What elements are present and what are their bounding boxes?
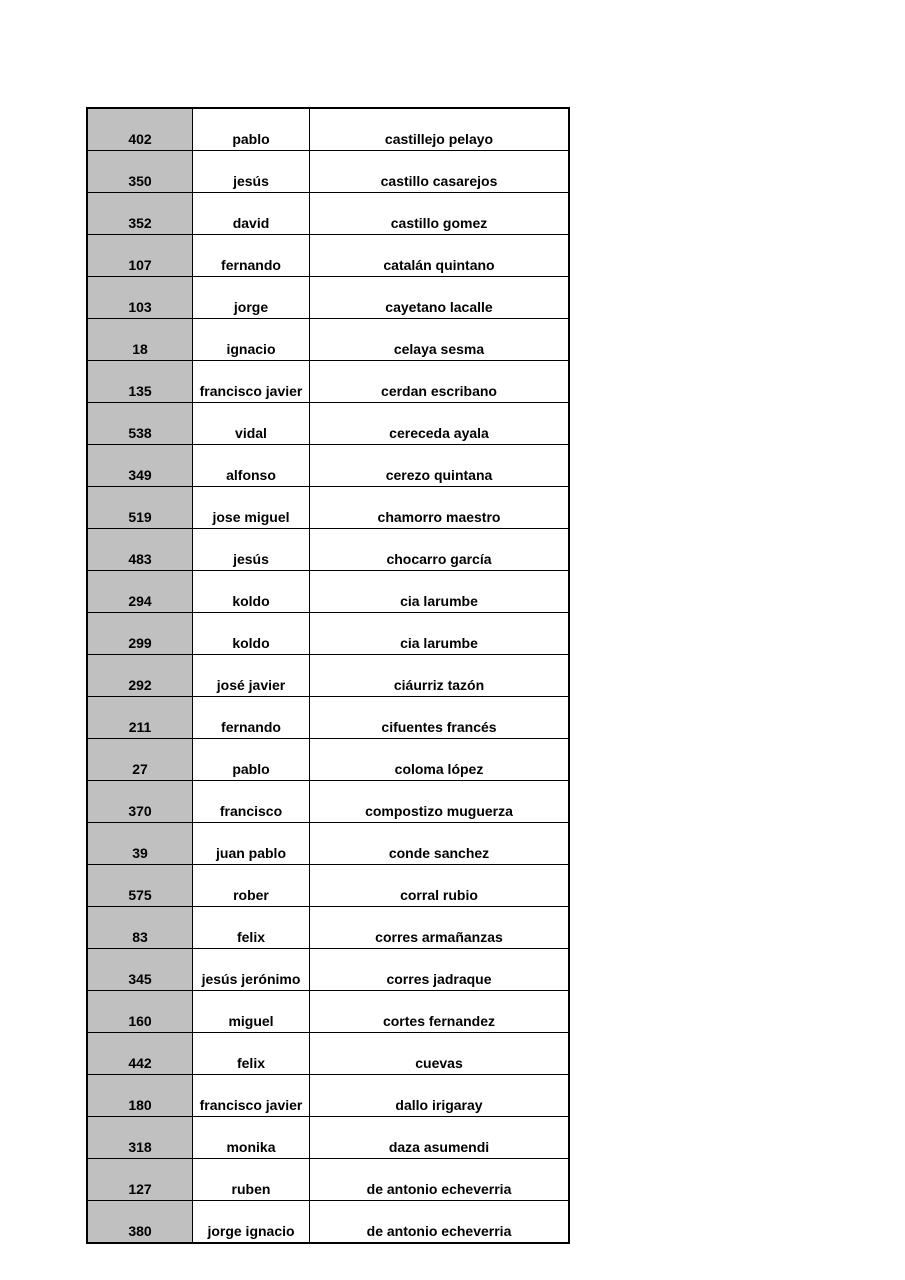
- roster-body: [87, 108, 569, 1243]
- first-name-cell: rober: [193, 865, 310, 907]
- first-name-cell: pablo: [193, 108, 310, 151]
- id-cell: 350: [87, 151, 193, 193]
- first-name-cell: ignacio: [193, 319, 310, 361]
- first-name-cell: felix: [193, 1033, 310, 1075]
- first-name-cell: alfonso: [193, 445, 310, 487]
- id-cell: 211: [87, 697, 193, 739]
- id-cell: 299: [87, 613, 193, 655]
- last-name-cell: coloma lópez: [310, 739, 570, 781]
- last-name-cell: cia larumbe: [310, 613, 570, 655]
- table-row: [87, 487, 569, 529]
- id-cell: 180: [87, 1075, 193, 1117]
- last-name-cell: cifuentes francés: [310, 697, 570, 739]
- id-cell: 160: [87, 991, 193, 1033]
- id-cell: 103: [87, 277, 193, 319]
- last-name-cell: dallo irigaray: [310, 1075, 570, 1117]
- table-row: [87, 361, 569, 403]
- last-name-cell: chocarro garcía: [310, 529, 570, 571]
- last-name-cell: de antonio echeverria: [310, 1201, 570, 1244]
- last-name-cell: castillo gomez: [310, 193, 570, 235]
- first-name-cell: francisco javier: [193, 1075, 310, 1117]
- table-row: [87, 319, 569, 361]
- table-row: [87, 823, 569, 865]
- last-name-cell: castillejo pelayo: [310, 108, 570, 151]
- last-name-cell: cia larumbe: [310, 571, 570, 613]
- id-cell: 352: [87, 193, 193, 235]
- last-name-cell: ciáurriz tazón: [310, 655, 570, 697]
- last-name-cell: compostizo muguerza: [310, 781, 570, 823]
- last-name-cell: chamorro maestro: [310, 487, 570, 529]
- id-cell: 135: [87, 361, 193, 403]
- first-name-cell: jesús: [193, 529, 310, 571]
- id-cell: 27: [87, 739, 193, 781]
- first-name-cell: monika: [193, 1117, 310, 1159]
- first-name-cell: felix: [193, 907, 310, 949]
- roster-table: [86, 107, 570, 1244]
- table-row: [87, 235, 569, 277]
- first-name-cell: jesús jerónimo: [193, 949, 310, 991]
- table-row: [87, 655, 569, 697]
- table-row: [87, 697, 569, 739]
- last-name-cell: cerdan escribano: [310, 361, 570, 403]
- id-cell: 402: [87, 108, 193, 151]
- id-cell: 294: [87, 571, 193, 613]
- last-name-cell: corral rubio: [310, 865, 570, 907]
- id-cell: 292: [87, 655, 193, 697]
- table-row: [87, 529, 569, 571]
- id-cell: 127: [87, 1159, 193, 1201]
- table-row: [87, 1201, 569, 1244]
- first-name-cell: fernando: [193, 235, 310, 277]
- table-row: [87, 1117, 569, 1159]
- first-name-cell: juan pablo: [193, 823, 310, 865]
- table-row: [87, 403, 569, 445]
- table-row: [87, 739, 569, 781]
- first-name-cell: koldo: [193, 571, 310, 613]
- table-row: [87, 571, 569, 613]
- last-name-cell: cerezo quintana: [310, 445, 570, 487]
- id-cell: 349: [87, 445, 193, 487]
- table-row: [87, 991, 569, 1033]
- table-row: [87, 151, 569, 193]
- last-name-cell: celaya sesma: [310, 319, 570, 361]
- id-cell: 538: [87, 403, 193, 445]
- last-name-cell: de antonio echeverria: [310, 1159, 570, 1201]
- first-name-cell: jesús: [193, 151, 310, 193]
- table-row: [87, 781, 569, 823]
- first-name-cell: miguel: [193, 991, 310, 1033]
- last-name-cell: daza asumendi: [310, 1117, 570, 1159]
- first-name-cell: david: [193, 193, 310, 235]
- table-row: [87, 193, 569, 235]
- id-cell: 18: [87, 319, 193, 361]
- id-cell: 107: [87, 235, 193, 277]
- last-name-cell: cereceda ayala: [310, 403, 570, 445]
- id-cell: 442: [87, 1033, 193, 1075]
- last-name-cell: cayetano lacalle: [310, 277, 570, 319]
- first-name-cell: fernando: [193, 697, 310, 739]
- id-cell: 380: [87, 1201, 193, 1244]
- id-cell: 370: [87, 781, 193, 823]
- first-name-cell: pablo: [193, 739, 310, 781]
- first-name-cell: francisco: [193, 781, 310, 823]
- table-row: [87, 1075, 569, 1117]
- table-row: [87, 1159, 569, 1201]
- last-name-cell: castillo casarejos: [310, 151, 570, 193]
- id-cell: 345: [87, 949, 193, 991]
- last-name-cell: cortes fernandez: [310, 991, 570, 1033]
- table-row: [87, 949, 569, 991]
- last-name-cell: corres jadraque: [310, 949, 570, 991]
- last-name-cell: corres armañanzas: [310, 907, 570, 949]
- last-name-cell: cuevas: [310, 1033, 570, 1075]
- id-cell: 575: [87, 865, 193, 907]
- first-name-cell: koldo: [193, 613, 310, 655]
- first-name-cell: jorge ignacio: [193, 1201, 310, 1244]
- first-name-cell: jose miguel: [193, 487, 310, 529]
- table-row: [87, 613, 569, 655]
- last-name-cell: conde sanchez: [310, 823, 570, 865]
- table-row: [87, 907, 569, 949]
- first-name-cell: francisco javier: [193, 361, 310, 403]
- first-name-cell: jorge: [193, 277, 310, 319]
- first-name-cell: ruben: [193, 1159, 310, 1201]
- id-cell: 519: [87, 487, 193, 529]
- table-row: [87, 1033, 569, 1075]
- id-cell: 318: [87, 1117, 193, 1159]
- table-row: [87, 445, 569, 487]
- id-cell: 39: [87, 823, 193, 865]
- last-name-cell: catalán quintano: [310, 235, 570, 277]
- table-row: [87, 108, 569, 151]
- id-cell: 483: [87, 529, 193, 571]
- id-cell: 83: [87, 907, 193, 949]
- table-row: [87, 277, 569, 319]
- first-name-cell: vidal: [193, 403, 310, 445]
- table-row: [87, 865, 569, 907]
- first-name-cell: josé javier: [193, 655, 310, 697]
